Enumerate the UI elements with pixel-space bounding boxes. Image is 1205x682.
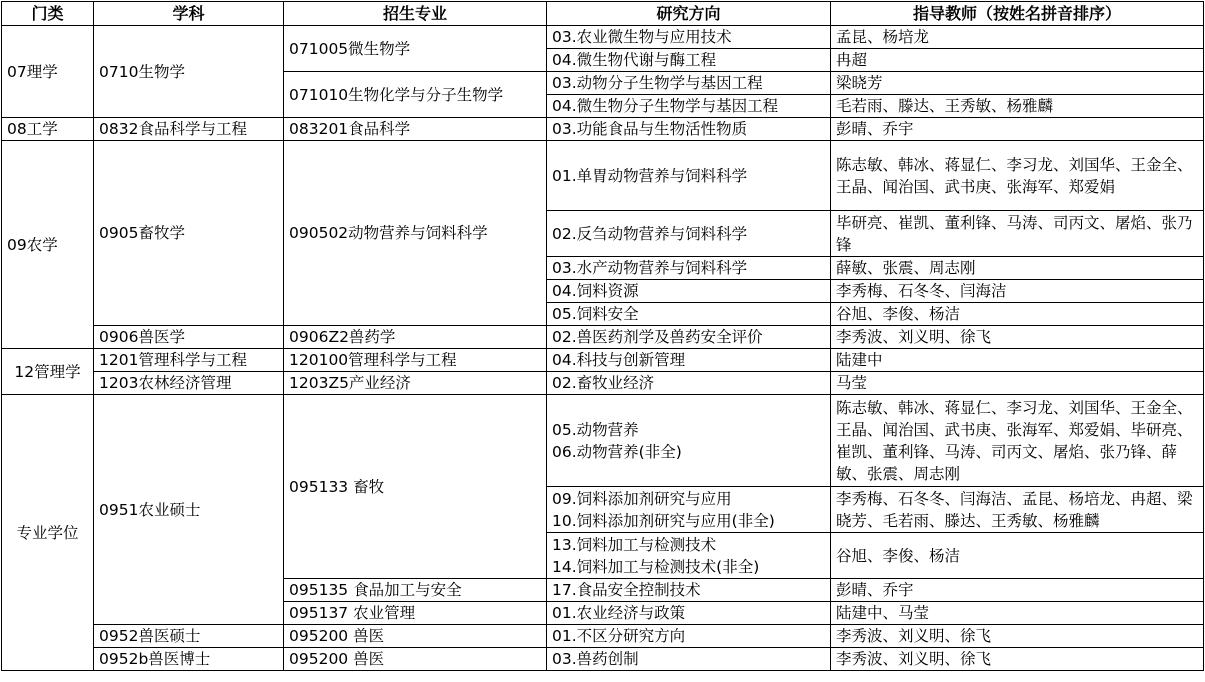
header-major: 招生专业 bbox=[284, 2, 547, 26]
table-row bbox=[2, 372, 1204, 395]
advisors-cell: 梁晓芳 bbox=[831, 72, 1204, 95]
advisors-cell: 孟昆、杨培龙 bbox=[831, 26, 1204, 49]
advisors-cell: 冉超 bbox=[831, 49, 1204, 72]
advisors-cell: 毕研亮、崔凯、董利锋、马涛、司丙文、屠焰、张乃锋 bbox=[831, 211, 1204, 257]
table-row bbox=[2, 141, 1204, 211]
advisors-cell: 李秀波、刘义明、徐飞 bbox=[831, 625, 1204, 648]
direction-cell: 03.动物分子生物学与基因工程 bbox=[547, 72, 831, 95]
header-category: 门类 bbox=[2, 2, 94, 26]
major-cell: 090502动物营养与饲料科学 bbox=[284, 141, 547, 326]
major-cell: 120100管理科学与工程 bbox=[284, 349, 547, 372]
advisors-cell: 李秀梅、石冬冬、闫海洁 bbox=[831, 280, 1204, 303]
direction-cell: 04.科技与创新管理 bbox=[547, 349, 831, 372]
direction-cell: 02.反刍动物营养与饲料科学 bbox=[547, 211, 831, 257]
category-cell: 12管理学 bbox=[2, 349, 94, 395]
direction-cell: 04.饲料资源 bbox=[547, 280, 831, 303]
category-cell: 07理学 bbox=[2, 26, 94, 118]
direction-cell: 03.农业微生物与应用技术 bbox=[547, 26, 831, 49]
discipline-cell: 0951农业硕士 bbox=[94, 395, 284, 625]
discipline-cell: 1201管理科学与工程 bbox=[94, 349, 284, 372]
direction-line: 14.饲料加工与检测技术(非全) bbox=[552, 557, 760, 576]
discipline-cell: 0952兽医硕士 bbox=[94, 625, 284, 648]
table-row bbox=[2, 395, 1204, 487]
header-advisors: 指导教师（按姓名拼音排序） bbox=[831, 2, 1204, 26]
direction-line: 05.动物营养 bbox=[552, 420, 639, 439]
major-cell: 095200 兽医 bbox=[284, 648, 547, 671]
direction-cell: 04.微生物代谢与酶工程 bbox=[547, 49, 831, 72]
header-row bbox=[2, 2, 1204, 26]
advisors-cell: 毛若雨、滕达、王秀敏、杨雅麟 bbox=[831, 95, 1204, 118]
direction-cell: 05.饲料安全 bbox=[547, 303, 831, 326]
direction-cell: 01.不区分研究方向 bbox=[547, 625, 831, 648]
advisors-cell: 李秀波、刘义明、徐飞 bbox=[831, 648, 1204, 671]
direction-cell bbox=[547, 395, 831, 487]
advisors-cell: 谷旭、李俊、杨洁 bbox=[831, 303, 1204, 326]
table-row bbox=[2, 349, 1204, 372]
discipline-cell: 0905畜牧学 bbox=[94, 141, 284, 326]
discipline-cell: 0832食品科学与工程 bbox=[94, 118, 284, 141]
table-row bbox=[2, 625, 1204, 648]
category-cell: 专业学位 bbox=[2, 395, 94, 671]
direction-cell: 04.微生物分子生物学与基因工程 bbox=[547, 95, 831, 118]
category-cell: 09农学 bbox=[2, 141, 94, 349]
table-row bbox=[2, 26, 1204, 49]
direction-cell: 02.畜牧业经济 bbox=[547, 372, 831, 395]
direction-cell bbox=[547, 533, 831, 579]
discipline-cell: 0952b兽医博士 bbox=[94, 648, 284, 671]
advisors-cell: 薛敏、张震、周志刚 bbox=[831, 257, 1204, 280]
advisors-cell: 李秀梅、石冬冬、闫海洁、孟昆、杨培龙、冉超、梁晓芳、毛若雨、滕达、王秀敏、杨雅麟 bbox=[831, 487, 1204, 533]
advisors-cell: 陆建中 bbox=[831, 349, 1204, 372]
table-row bbox=[2, 648, 1204, 671]
direction-cell: 02.兽医药剂学及兽药安全评价 bbox=[547, 326, 831, 349]
advisors-cell: 陈志敏、韩冰、蒋显仁、李习龙、刘国华、王金全、王晶、闻治国、武书庚、张海军、郑爱娟 bbox=[831, 141, 1204, 211]
advisors-cell: 彭晴、乔宇 bbox=[831, 579, 1204, 602]
direction-cell: 03.水产动物营养与饲料科学 bbox=[547, 257, 831, 280]
category-cell: 08工学 bbox=[2, 118, 94, 141]
table-row bbox=[2, 326, 1204, 349]
advisors-cell: 李秀波、刘义明、徐飞 bbox=[831, 326, 1204, 349]
discipline-cell: 0906兽医学 bbox=[94, 326, 284, 349]
direction-cell: 03.兽药创制 bbox=[547, 648, 831, 671]
direction-cell: 03.功能食品与生物活性物质 bbox=[547, 118, 831, 141]
header-discipline: 学科 bbox=[94, 2, 284, 26]
advisors-cell: 彭晴、乔宇 bbox=[831, 118, 1204, 141]
advisors-cell: 谷旭、李俊、杨洁 bbox=[831, 533, 1204, 579]
major-cell: 095133 畜牧 bbox=[284, 395, 547, 579]
direction-cell: 01.单胃动物营养与饲料科学 bbox=[547, 141, 831, 211]
discipline-cell: 0710生物学 bbox=[94, 26, 284, 118]
direction-cell: 01.农业经济与政策 bbox=[547, 602, 831, 625]
major-cell: 095135 食品加工与安全 bbox=[284, 579, 547, 602]
table-row bbox=[2, 118, 1204, 141]
advisors-cell: 马莹 bbox=[831, 372, 1204, 395]
direction-line: 06.动物营养(非全) bbox=[552, 442, 682, 461]
advisors-cell: 陈志敏、韩冰、蒋显仁、李习龙、刘国华、王金全、王晶、闻治国、武书庚、张海军、郑爱娟、毕研亮、崔凯、董利锋、马涛、司丙文、屠焰、张乃锋、薛敏、张震、周志刚 bbox=[831, 395, 1204, 487]
direction-cell bbox=[547, 487, 831, 533]
header-direction: 研究方向 bbox=[547, 2, 831, 26]
major-cell: 083201食品科学 bbox=[284, 118, 547, 141]
major-cell: 095137 农业管理 bbox=[284, 602, 547, 625]
major-cell: 095200 兽医 bbox=[284, 625, 547, 648]
major-cell: 0906Z2兽药学 bbox=[284, 326, 547, 349]
direction-cell: 17.食品安全控制技术 bbox=[547, 579, 831, 602]
major-cell: 071005微生物学 bbox=[284, 26, 547, 72]
enrollment-table bbox=[1, 1, 1204, 671]
direction-line: 13.饲料加工与检测技术 bbox=[552, 535, 717, 554]
major-cell: 1203Z5产业经济 bbox=[284, 372, 547, 395]
direction-line: 09.饲料添加剂研究与应用 bbox=[552, 489, 732, 508]
advisors-cell: 陆建中、马莹 bbox=[831, 602, 1204, 625]
direction-line: 10.饲料添加剂研究与应用(非全) bbox=[552, 511, 775, 530]
discipline-cell: 1203农林经济管理 bbox=[94, 372, 284, 395]
major-cell: 071010生物化学与分子生物学 bbox=[284, 72, 547, 118]
